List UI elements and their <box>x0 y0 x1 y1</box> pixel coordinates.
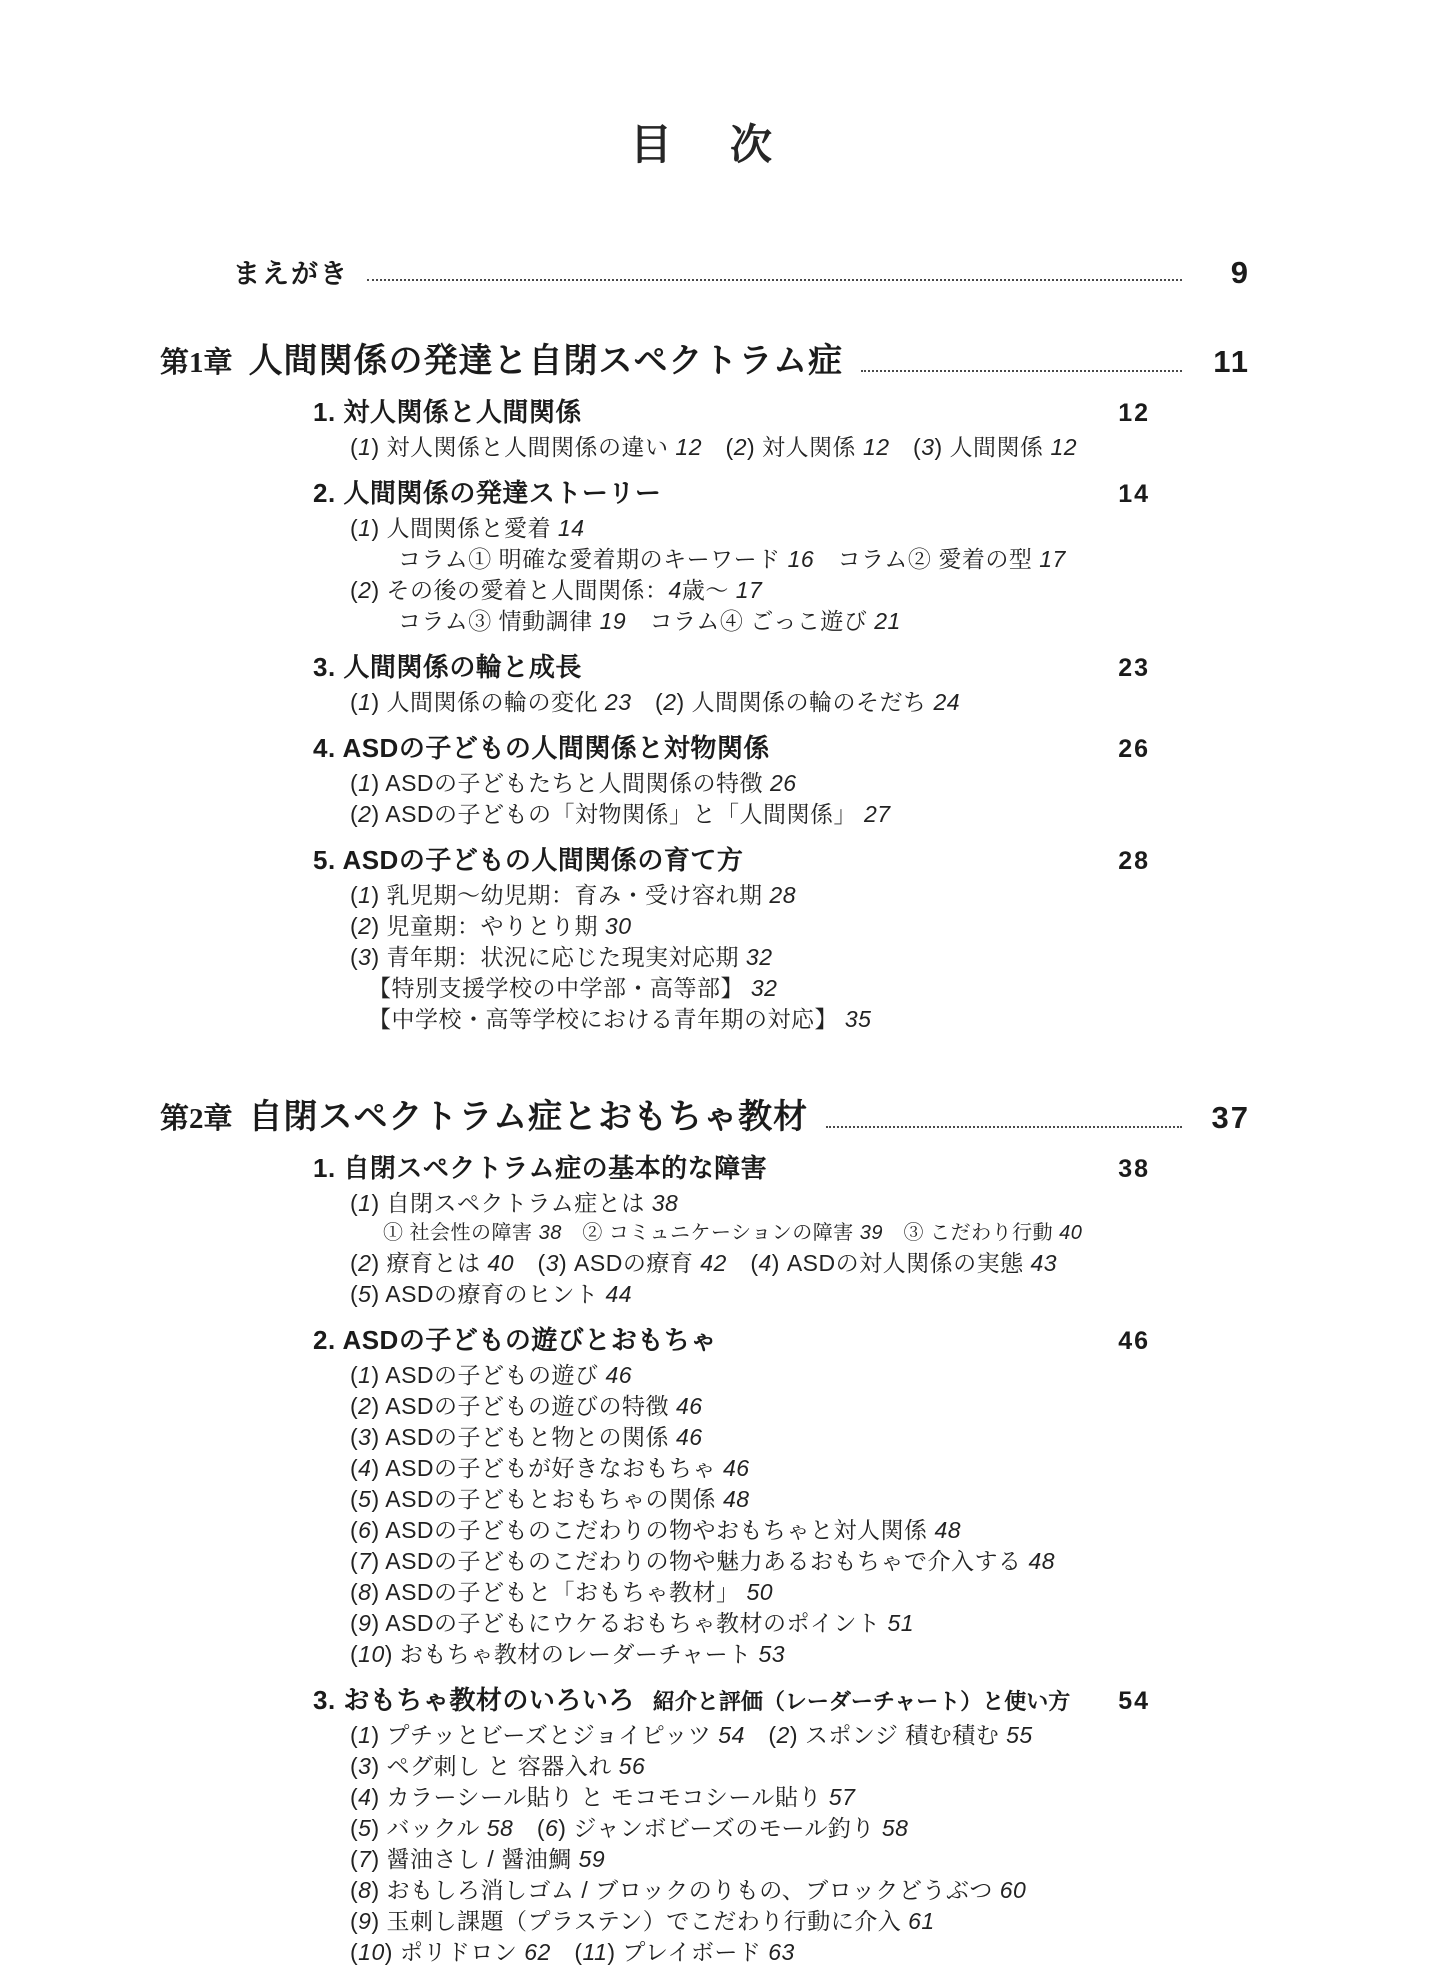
toc-subitem: (3) 青年期：状況に応じた現実対応期 32 <box>350 944 773 970</box>
chapter-2-number: 第2章 <box>160 1103 233 1135</box>
toc-subitem-numbered: ① 社会性の障害 38 ② コミュニケーションの障害 39 ③ こだわり行動 40 <box>383 1222 1083 1244</box>
toc-subitem: (2) ASDの子どもの遊びの特徴 46 <box>350 1393 703 1419</box>
toc-entry-section <box>313 728 1150 765</box>
chapter-1-title: 人間関係の発達と自閉スペクトラム症 <box>248 342 844 380</box>
section-title: 2. ASDの子どもの遊びとおもちゃ <box>313 1325 717 1355</box>
dotted-leader <box>861 370 1182 372</box>
toc-entry-section <box>313 1320 1150 1357</box>
toc-subitem: (1) 人間関係の輪の変化 23 (2) 人間関係の輪のそだち 24 <box>350 689 961 715</box>
toc-subitem: (1) 人間関係と愛着 14 <box>350 515 585 541</box>
preface-page-number: 9 <box>1230 255 1250 290</box>
toc-subitem: (1) ASDの子どもの遊び 46 <box>350 1362 633 1388</box>
toc-entry-section <box>313 1148 1150 1185</box>
toc-subitem-bracket: 【特別支援学校の中学部・高等部】 32 <box>368 975 778 1001</box>
toc-subitem: (1) ASDの子どもたちと人間関係の特徴 26 <box>350 770 797 796</box>
toc-subitem: (10) おもちゃ教材のレーダーチャート 53 <box>350 1641 786 1667</box>
toc-entry-section <box>313 473 1150 510</box>
section-subtitle: 紹介と評価（レーダーチャート）と使い方 <box>652 1689 1071 1714</box>
toc-entry-section <box>313 647 1150 684</box>
section-title: 3. 人間関係の輪と成長 <box>313 652 582 682</box>
section-page-number: 26 <box>1118 735 1150 763</box>
toc-subitem: (10) ポリドロン 62 (11) プレイボード 63 <box>350 1939 795 1965</box>
toc-subitem: (8) おもしろ消しゴム / ブロックのりもの、ブロックどうぶつ 60 <box>350 1877 1027 1903</box>
toc-subitem: (2) 児童期：やりとり期 30 <box>350 913 632 939</box>
section-title: 1. 対人関係と人間関係 <box>313 397 582 427</box>
toc-subitem: (4) カラーシール貼り と モコモコシール貼り 57 <box>350 1784 856 1810</box>
section-title: 4. ASDの子どもの人間関係と対物関係 <box>313 733 770 763</box>
toc-entry-chapter-1 <box>160 333 1250 382</box>
toc-subitem: (8) ASDの子どもと「おもちゃ教材」 50 <box>350 1579 774 1605</box>
toc-entry-section <box>313 840 1150 877</box>
toc-subitem: (1) プチッとビーズとジョイピッツ 54 (2) スポンジ 積む積む 55 <box>350 1722 1033 1748</box>
toc-subitem: (1) 対人関係と人間関係の違い 12 (2) 対人関係 12 (3) 人間関係 12 <box>350 434 1078 460</box>
toc-subitem: (1) 乳児期～幼児期：育み・受け容れ期 28 <box>350 882 797 908</box>
section-title: 5. ASDの子どもの人間関係の育て方 <box>313 845 744 875</box>
toc-entry-section <box>313 1680 1150 1717</box>
section-page-number: 23 <box>1118 654 1150 682</box>
toc-subitem: (7) ASDの子どものこだわりの物や魅力あるおもちゃで介入する 48 <box>350 1548 1056 1574</box>
section-page-number: 46 <box>1118 1327 1150 1355</box>
section-title: 1. 自閉スペクトラム症の基本的な障害 <box>313 1153 768 1183</box>
toc-subitem: (5) ASDの療育のヒント 44 <box>350 1281 633 1307</box>
toc-subitem: (9) 玉刺し課題（プラステン）でこだわり行動に介入 61 <box>350 1908 935 1934</box>
preface-label: まえがき <box>233 259 349 289</box>
toc-entry-section <box>313 392 1150 429</box>
toc-subitem: (1) 自閉スペクトラム症とは 38 <box>350 1190 679 1216</box>
section-page-number: 38 <box>1118 1155 1150 1183</box>
toc-subitem: (3) ASDの子どもと物との関係 46 <box>350 1424 703 1450</box>
section-page-number: 54 <box>1118 1687 1150 1715</box>
toc-subitem: (2) その後の愛着と人間関係：4歳～ 17 <box>350 577 763 603</box>
page-title: 目 次 <box>629 121 780 168</box>
section-title: 3. おもちゃ教材のいろいろ <box>313 1685 635 1715</box>
dotted-leader <box>826 1126 1182 1128</box>
dotted-leader <box>367 279 1182 281</box>
toc-subitem-bracket: 【中学校・高等学校における青年期の対応】 35 <box>368 1006 872 1032</box>
toc-subitem-column: コラム① 明確な愛着期のキーワード 16 コラム② 愛着の型 17 <box>398 546 1066 572</box>
toc-subitem-column: コラム③ 情動調律 19 コラム④ ごっこ遊び 21 <box>398 608 901 634</box>
toc-subitem: (2) ASDの子どもの「対物関係」と「人間関係」 27 <box>350 801 891 827</box>
toc-subitem: (5) ASDの子どもとおもちゃの関係 48 <box>350 1486 750 1512</box>
section-page-number: 28 <box>1118 847 1150 875</box>
toc-entry-chapter-2 <box>160 1089 1250 1138</box>
toc-entry-preface <box>233 252 1250 291</box>
section-page-number: 14 <box>1118 480 1150 508</box>
toc-subitem: (3) ペグ刺し と 容器入れ 56 <box>350 1753 646 1779</box>
toc-subitem: (4) ASDの子どもが好きなおもちゃ 46 <box>350 1455 750 1481</box>
section-page-number: 12 <box>1118 399 1150 427</box>
toc-subitem: (9) ASDの子どもにウケるおもちゃ教材のポイント 51 <box>350 1610 915 1636</box>
toc-subitem: (5) バックル 58 (6) ジャンボビーズのモール釣り 58 <box>350 1815 909 1841</box>
chapter-1-page-number: 11 <box>1213 344 1250 379</box>
chapter-2-page-number: 37 <box>1211 1100 1250 1135</box>
toc-subitem: (6) ASDの子どものこだわりの物やおもちゃと対人関係 48 <box>350 1517 962 1543</box>
chapter-1-number: 第1章 <box>160 347 233 379</box>
toc-subitem: (7) 醤油さし / 醤油鯛 59 <box>350 1846 606 1872</box>
section-title: 2. 人間関係の発達ストーリー <box>313 478 662 508</box>
toc-subitem: (2) 療育とは 40 (3) ASDの療育 42 (4) ASDの対人関係の実態 43 <box>350 1250 1058 1276</box>
chapter-2-title: 自閉スペクトラム症とおもちゃ教材 <box>248 1098 809 1136</box>
